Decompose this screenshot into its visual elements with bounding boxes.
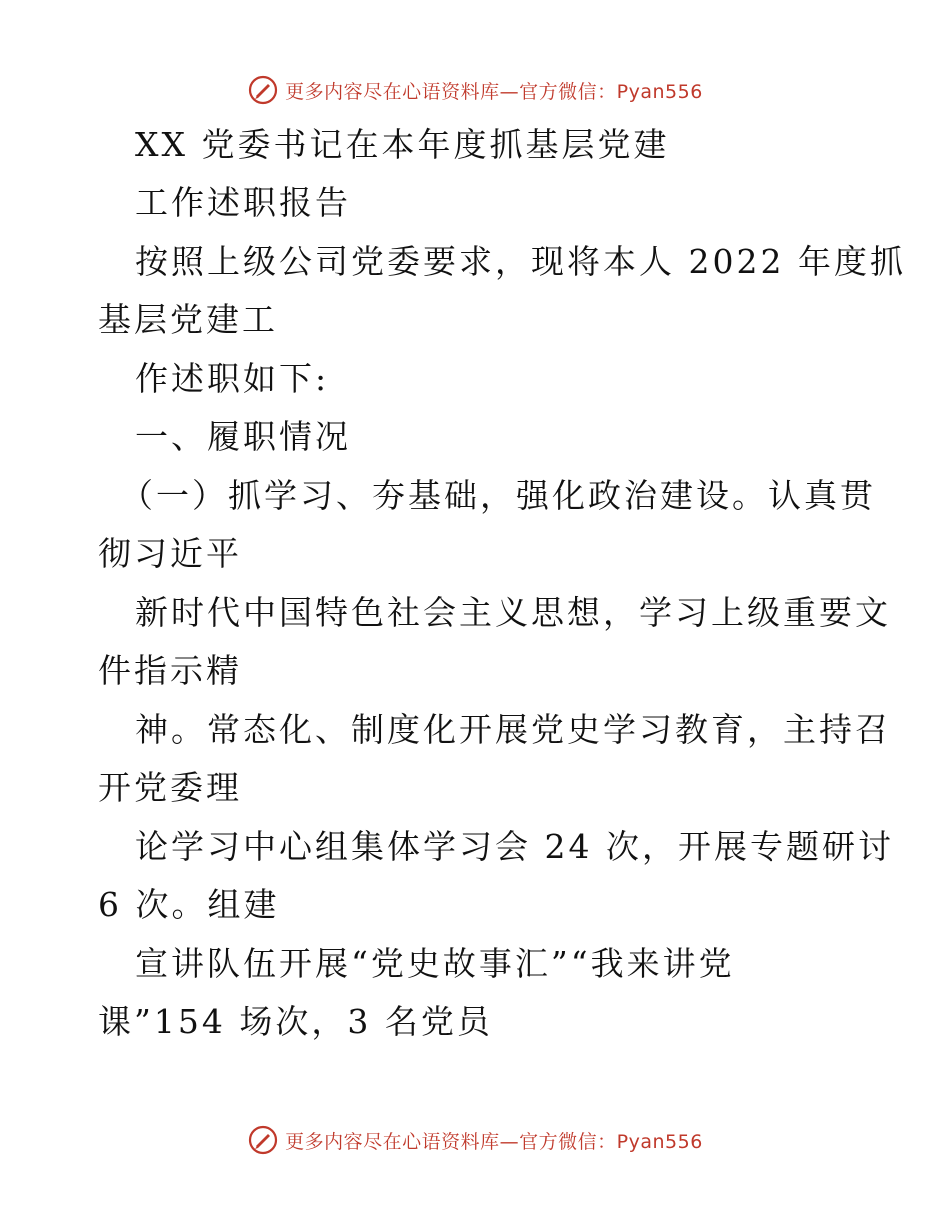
paragraph-line: 彻习近平 <box>98 534 242 573</box>
paragraph-line: 论学习中心组集体学习会 24 次，开展专题研讨 <box>135 827 894 866</box>
leaf-pen-logo-icon <box>247 74 279 106</box>
paragraph-line: （一）抓学习、夯基础，强化政治建设。认真贯 <box>120 476 876 515</box>
leaf-pen-logo-icon <box>247 1124 279 1156</box>
paragraph-line: 新时代中国特色社会主义思想，学习上级重要文 <box>135 593 891 632</box>
paragraph-line: 神。常态化、制度化开展党史学习教育，主持召 <box>135 710 891 749</box>
header-watermark <box>0 70 950 110</box>
paragraph-line: 6 次。组建 <box>98 885 280 924</box>
paragraph-line: 按照上级公司党委要求，现将本人 2022 年度抓 <box>135 242 906 281</box>
paragraph-line: 基层党建工 <box>98 300 278 339</box>
paragraph-line: 件指示精 <box>98 651 242 690</box>
section-heading: 一、履职情况 <box>135 417 351 456</box>
doc-title-line-2: 工作述职报告 <box>135 183 351 222</box>
paragraph-line: 课”154 场次，3 名党员 <box>98 1002 493 1041</box>
paragraph-line: 宣讲队伍开展“党史故事汇”“我来讲党 <box>135 944 735 983</box>
paragraph-line: 作述职如下: <box>135 359 330 398</box>
doc-title-line-1: XX 党委书记在本年度抓基层党建 <box>135 125 670 164</box>
paragraph-line: 开党委理 <box>98 768 242 807</box>
footer-watermark <box>0 1120 950 1160</box>
watermark-text: 更多内容尽在心语资料库—官方微信：Pyan556 <box>285 80 703 103</box>
watermark-text: 更多内容尽在心语资料库—官方微信：Pyan556 <box>285 1130 703 1153</box>
